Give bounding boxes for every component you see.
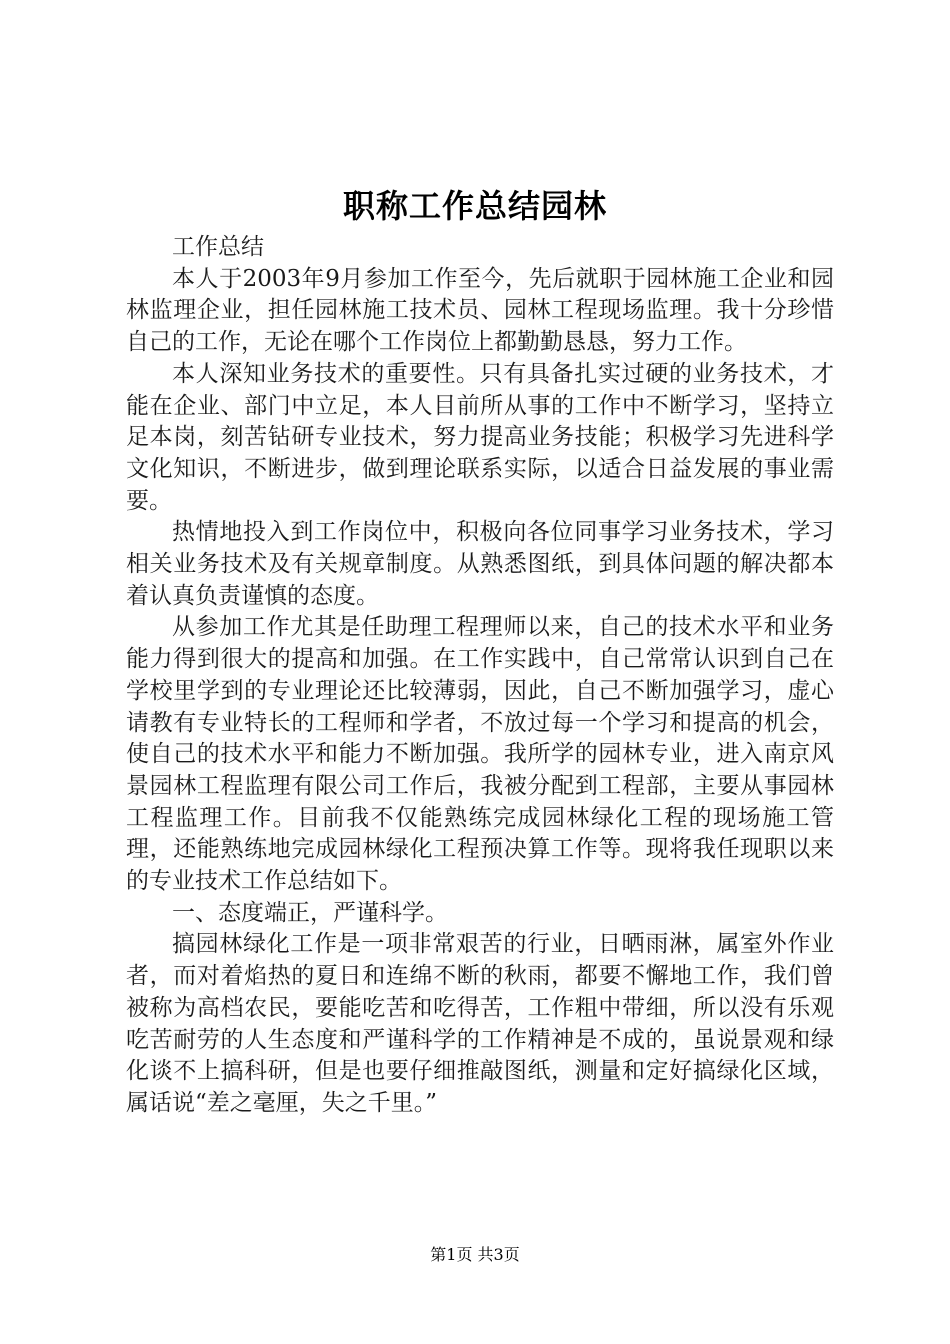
paragraph: 搞园林绿化工作是一项非常艰苦的行业，日晒雨淋，属室外作业者，而对着焰热的夏日和连绵不断的秋雨，都要不懈地工作，我们曾被称为高档农民，要能吃苦和吃得苦，工作粗中带细，所以没有乐观吃苦耐劳的人生态度和严谨科学的工作精神是不成的，虽说景观和绿化谈不上搞科研，但是也要仔细推敲图纸，测量和定好搞绿化区域，属话说“差之毫厘，失之千里。” — [126, 931, 834, 1116]
document-title: 职称工作总结园林 — [342, 187, 607, 225]
paragraph: 热情地投入到工作岗位中，积极向各位同事学习业务技术，学习相关业务技术及有关规章制度。从熟悉图纸，到具体问题的解决都本着认真负责谨慎的态度。 — [126, 519, 834, 609]
section-heading: 一、态度端正，严谨科学。 — [172, 899, 448, 926]
paragraph: 本人于2003年9月参加工作至今，先后就职于园林施工企业和园林监理企业，担任园林施工技术员、园林工程现场监理。我十分珍惜自己的工作，无论在哪个工作岗位上都勤勤恳恳，努力工作。 — [126, 265, 834, 356]
page-number-footer: 第1页 共3页 — [430, 1245, 520, 1264]
paragraph: 本人深知业务技术的重要性。只有具备扎实过硬的业务技术，才能在企业、部门中立足，本人目前所从事的工作中不断学习，坚持立足本岗，刻苦钻研专业技术，努力提高业务技能；积极学习先进科学文化知识，不断进步，做到理论联系实际，以适合日益发展的事业需要。 — [126, 360, 834, 514]
document-body — [126, 232, 834, 1120]
paragraph: 从参加工作尤其是任助理工程理师以来，自己的技术水平和业务能力得到很大的提高和加强。在工作实践中，自己常常认识到自己在学校里学到的专业理论还比较薄弱，因此，自己不断加强学习，虚心请教有专业特长的工程师和学者，不放过每一个学习和提高的机会，使自己的技术水平和能力不断加强。我所学的园林专业，进入南京风景园林工程监理有限公司工作后，我被分配到工程部，主要从事园林工程监理工作。目前我不仅能熟练完成园林绿化工程的现场施工管理，还能熟练地完成园林绿化工程预决算工作等。现将我任现职以来的专业技术工作总结如下。 — [126, 614, 834, 895]
paragraph-heading: 工作总结 — [172, 234, 264, 260]
